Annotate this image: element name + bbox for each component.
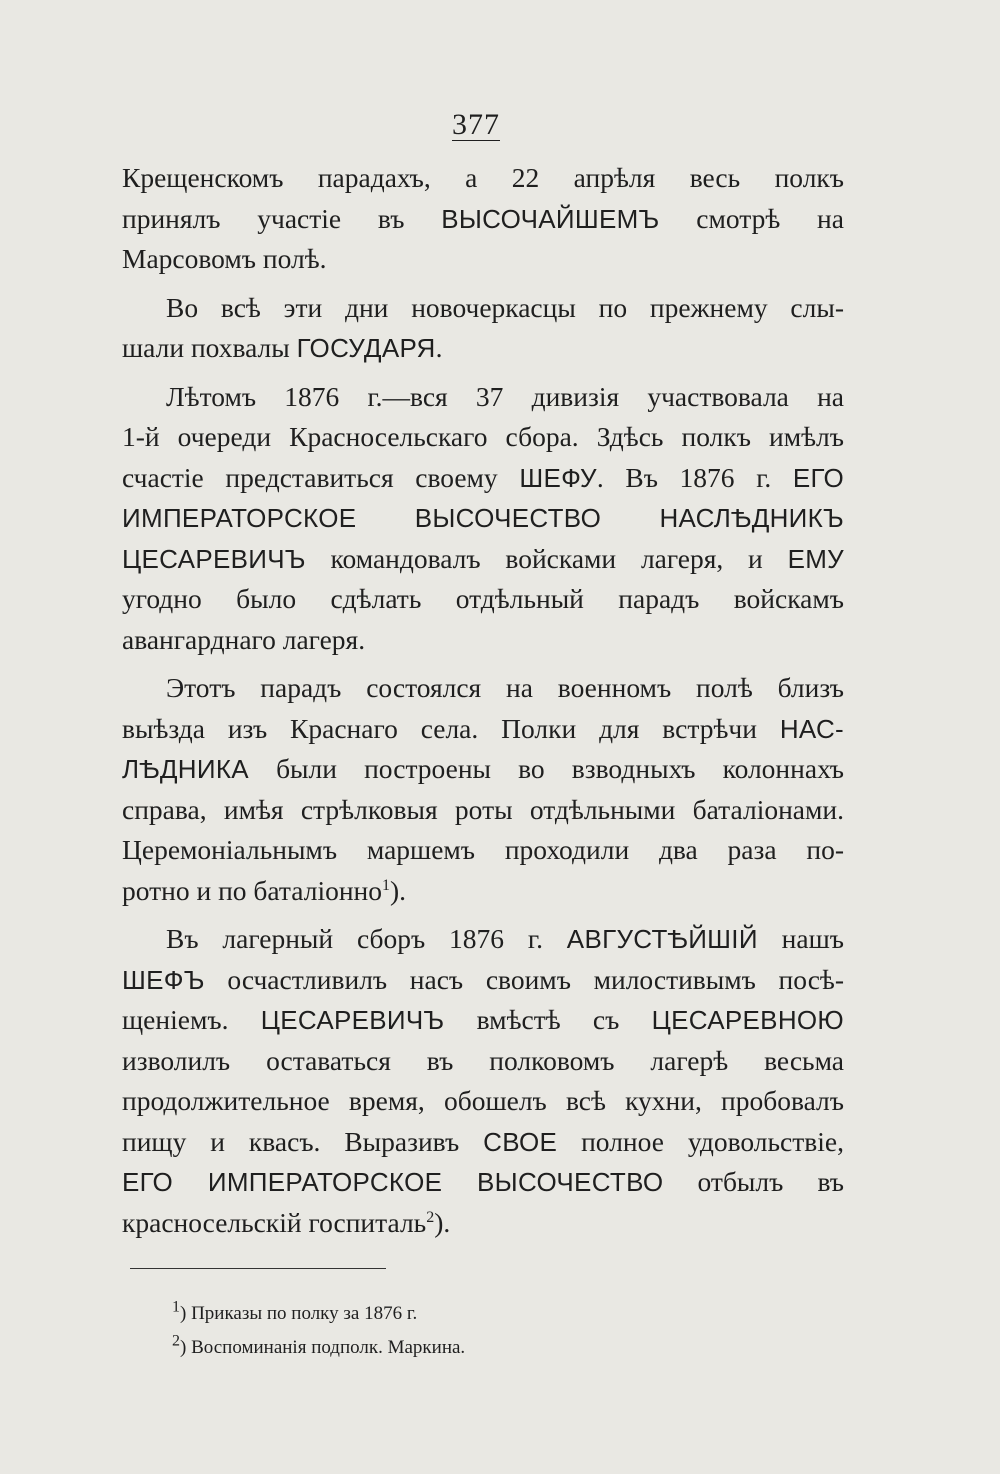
text-run: изволилъ оставаться въ полковомъ лагерѣ весьма (122, 1044, 844, 1076)
text-line (122, 919, 844, 960)
text-run: ВЫСОЧАЙШЕМЪ (441, 203, 660, 234)
text-line (122, 579, 844, 620)
text-run: ЦЕСАРЕВНОЮ (651, 1005, 844, 1035)
footnote-mark: 1 (172, 1298, 180, 1316)
text-run: Марсовомъ полѣ. (122, 243, 327, 274)
text-run: ЦЕСАРЕВИЧЪ (260, 1005, 445, 1035)
text-line (122, 1203, 844, 1244)
text-run: пищу и квасъ. Выразивъ (122, 1125, 484, 1157)
text-run: ЦЕСАРЕВИЧЪ (122, 543, 306, 574)
text-run: авангарднаго лагеря. (122, 623, 366, 655)
text-run: Этотъ парадъ состоялся на военномъ полѣ близъ (166, 672, 844, 703)
text-line (122, 871, 844, 912)
text-line (122, 620, 844, 661)
text-run: ЕМУ (787, 543, 844, 574)
text-run: СВОЕ (483, 1126, 558, 1157)
text-run: . Въ 1876 г. (596, 461, 793, 493)
text-line (122, 709, 844, 750)
text-line (122, 790, 844, 831)
text-run: смотрѣ на (659, 202, 844, 234)
text-run: НАС- (779, 713, 844, 744)
footnote-marker: 1 (382, 876, 391, 894)
text-line (122, 458, 844, 499)
text-run: . (435, 332, 443, 363)
text-line (122, 1162, 844, 1203)
text-run: щеніемъ. (122, 1004, 261, 1035)
text-run: выѣзда изъ Краснаго села. Полки для встрѣчи (122, 712, 780, 744)
text-run: ИМПЕРАТОРСКОЕ ВЫСОЧЕСТВО НАСЛѢДНИКЪ (122, 503, 844, 533)
footnote-divider (130, 1268, 386, 1269)
text-run: нашъ (757, 923, 844, 954)
text-run: угодно было сдѣлать отдѣльный парадъ войскамъ (122, 583, 844, 614)
text-run: продолжительное время, обошелъ всѣ кухни, пробовалъ (122, 1085, 844, 1116)
text-line (122, 1000, 844, 1041)
text-line (122, 288, 844, 329)
text-run: вмѣстѣ съ (444, 1004, 652, 1035)
text-run: ШЕФЪ (122, 964, 205, 995)
text-line (122, 1081, 844, 1122)
text-line (122, 1122, 844, 1163)
text-line (122, 199, 844, 240)
footnote-mark: 2 (172, 1332, 180, 1350)
footnote (172, 1297, 465, 1331)
text-run: полное удовольствіе, (557, 1125, 844, 1157)
text-run: шали похвалы (122, 332, 297, 363)
text-run: ШЕФУ (519, 462, 597, 493)
text-line (122, 498, 844, 539)
text-run: ЕГО ИМПЕРАТОРСКОЕ ВЫСОЧЕСТВО (122, 1167, 664, 1197)
text-line (122, 960, 844, 1001)
text-run: ). (434, 1206, 451, 1238)
text-line (122, 158, 844, 199)
text-run: Лѣтомъ 1876 г.—вся 37 дивизія участвовала на (166, 380, 844, 412)
text-line (122, 377, 844, 418)
page-number: 377 (452, 108, 500, 141)
text-run: Церемоніальнымъ маршемъ проходили два раза по- (122, 834, 844, 865)
text-line (122, 1041, 844, 1082)
text-run: Крещенскомъ парадахъ, а 22 апрѣля весь полкъ (122, 162, 844, 193)
text-run: 1-й очереди Красносельскаго сбора. Здѣсь полкъ имѣлъ (122, 421, 844, 452)
text-line (122, 749, 844, 790)
footnote-marker: 2 (426, 1208, 435, 1226)
text-run: ЕГО (792, 462, 844, 493)
footnotes (172, 1297, 465, 1365)
text-line (122, 668, 844, 709)
text-run: принялъ участіе въ (122, 202, 442, 234)
text-line (122, 417, 844, 458)
text-run: ротно и по баталіонно (122, 874, 383, 906)
text-run: справа, имѣя стрѣлковыя роты отдѣльными баталіонами. (122, 793, 844, 825)
text-line (122, 830, 844, 871)
text-line (122, 239, 844, 280)
text-run: Въ лагерный сборъ 1876 г. (166, 923, 567, 954)
text-line (122, 539, 844, 580)
text-run: АВГУСТѢЙШІЙ (566, 924, 758, 954)
body-text (122, 158, 844, 1243)
text-run: командовалъ войсками лагеря, и (305, 542, 788, 574)
text-run: красносельскій госпиталь (122, 1206, 427, 1238)
text-run: ГОСУДАРЯ (296, 333, 436, 363)
text-line (122, 328, 844, 369)
text-run: были построены во взводныхъ колоннахъ (248, 753, 844, 784)
footnote-text: ) Воспоминанія подполк. Маркина. (180, 1337, 466, 1358)
footnote-text: ) Приказы по полку за 1876 г. (180, 1303, 418, 1324)
text-run: осчастливилъ насъ своимъ милостивымъ посѣ- (204, 963, 844, 995)
text-run: отбылъ въ (663, 1166, 845, 1197)
text-run: счастіе представиться своему (122, 461, 520, 493)
text-run: ). (390, 874, 407, 906)
text-run: ЛѢДНИКА (122, 754, 249, 784)
text-run: Во всѣ эти дни новочеркасцы по прежнему слы- (166, 291, 844, 323)
footnote (172, 1331, 465, 1365)
